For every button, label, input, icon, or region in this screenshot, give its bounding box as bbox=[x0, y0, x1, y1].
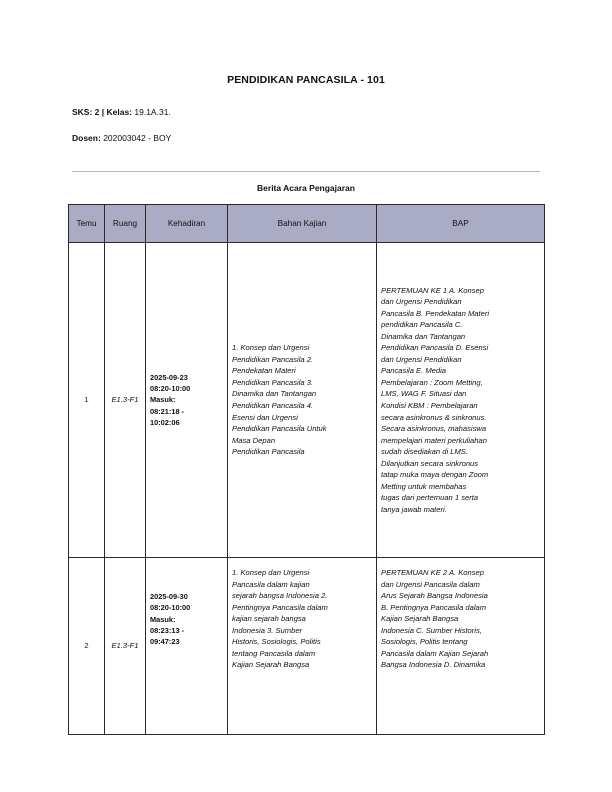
kehadiran-text: 2025-09-23 08:20-10:00 Masuk: 08:21:18 - 10:02:06 bbox=[150, 372, 191, 427]
cell-bap bbox=[377, 243, 545, 558]
cell-ruang: E1.3-F1 bbox=[105, 243, 146, 558]
header-ruang: Ruang bbox=[105, 205, 146, 243]
bap-table bbox=[68, 204, 545, 735]
kelas-value: 19.1A.31. bbox=[134, 107, 171, 117]
bahan-kajian-text: 1. Konsep dan Urgensi Pancasila dalam kajian sejarah bangsa Indonesia 2. Pentingnya Pancasila dalam kajian sejarah bangsa Indonesia 3. Sumber Historis, Sosiologis, Politis tentang Pancasila dalam Kajian Sejarah Bangsa bbox=[232, 568, 328, 670]
cell-ruang: E1.3-F1 bbox=[105, 558, 146, 735]
cell-temu: 2 bbox=[69, 558, 105, 735]
header-kehadiran: Kehadiran bbox=[146, 205, 228, 243]
meta-dosen bbox=[72, 133, 171, 143]
bap-text: PERTEMUAN KE 2 A. Konsep dan Urgensi Pancasila dalam Arus Sejarah Bangsa Indonesia B. Pentingnya Pancasila dalam Kajian Sejarah Bangsa Indonesia C. Sumber Historis, Sosiologis, Politis tentang Pancasila dalam Kajian Sejarah Bangsa Indonesia D. Dinamika bbox=[381, 568, 489, 670]
cell-kehadiran bbox=[146, 558, 228, 735]
dosen-label: Dosen: bbox=[72, 133, 101, 143]
table-row bbox=[69, 243, 545, 558]
table-row bbox=[69, 558, 545, 735]
page-title: PENDIDIKAN PANCASILA - 101 bbox=[227, 74, 385, 86]
bap-text: PERTEMUAN KE 1 A. Konsep dan Urgensi Pendidikan Pancasila B. Pendekatan Materi pendidikan Pancasila C. Dinamika dan Tantangan Pendidikan Pancasila D. Esensi dan Urgensi Pendidikan Pancasila E. Media Pembelajaran : Zoom Metting, LMS, WAG F. Situasi dan Kondisi KBM : Pembelajaran secara asinkronus & sinkronus. Secara asinkronus, mahasiswa mempelajari materi perkuliahan sudah disediakan di LMS. Dilanjutkan secara sinkronus tatap muka maya dengan Zoom Metting untuk membahas tugas dari pertemuan 1 serta tanya jawab materi. bbox=[381, 285, 490, 514]
bahan-kajian-text: 1. Konsep dan Urgensi Pendidikan Pancasila 2. Pendekatan Materi Pendidikan Pancasila 3. Dinamika dan Tantangan Pendidikan Pancasila 4. Esensi dan Urgensi Pendidikan Pancasila Untuk Masa Depan Pendidikan Pancasila bbox=[232, 343, 327, 457]
cell-bahan-kajian bbox=[228, 243, 377, 558]
meta-sks-kelas bbox=[72, 107, 171, 117]
cell-bahan-kajian bbox=[228, 558, 377, 735]
kehadiran-text: 2025-09-30 08:20-10:00 Masuk: 08:23:13 - 09:47:23 bbox=[150, 592, 191, 646]
header-temu: Temu bbox=[69, 205, 105, 243]
header-bahan-kajian: Bahan Kajian bbox=[228, 205, 377, 243]
header-bap: BAP bbox=[377, 205, 545, 243]
sks-kelas-label: SKS: 2 | Kelas: bbox=[72, 107, 133, 117]
dosen-value: 202003042 - BOY bbox=[103, 133, 172, 143]
table-header-row bbox=[69, 205, 545, 243]
divider bbox=[72, 171, 540, 172]
cell-bap bbox=[377, 558, 545, 735]
cell-temu: 1 bbox=[69, 243, 105, 558]
cell-kehadiran bbox=[146, 243, 228, 558]
section-title: Berita Acara Pengajaran bbox=[257, 183, 355, 193]
